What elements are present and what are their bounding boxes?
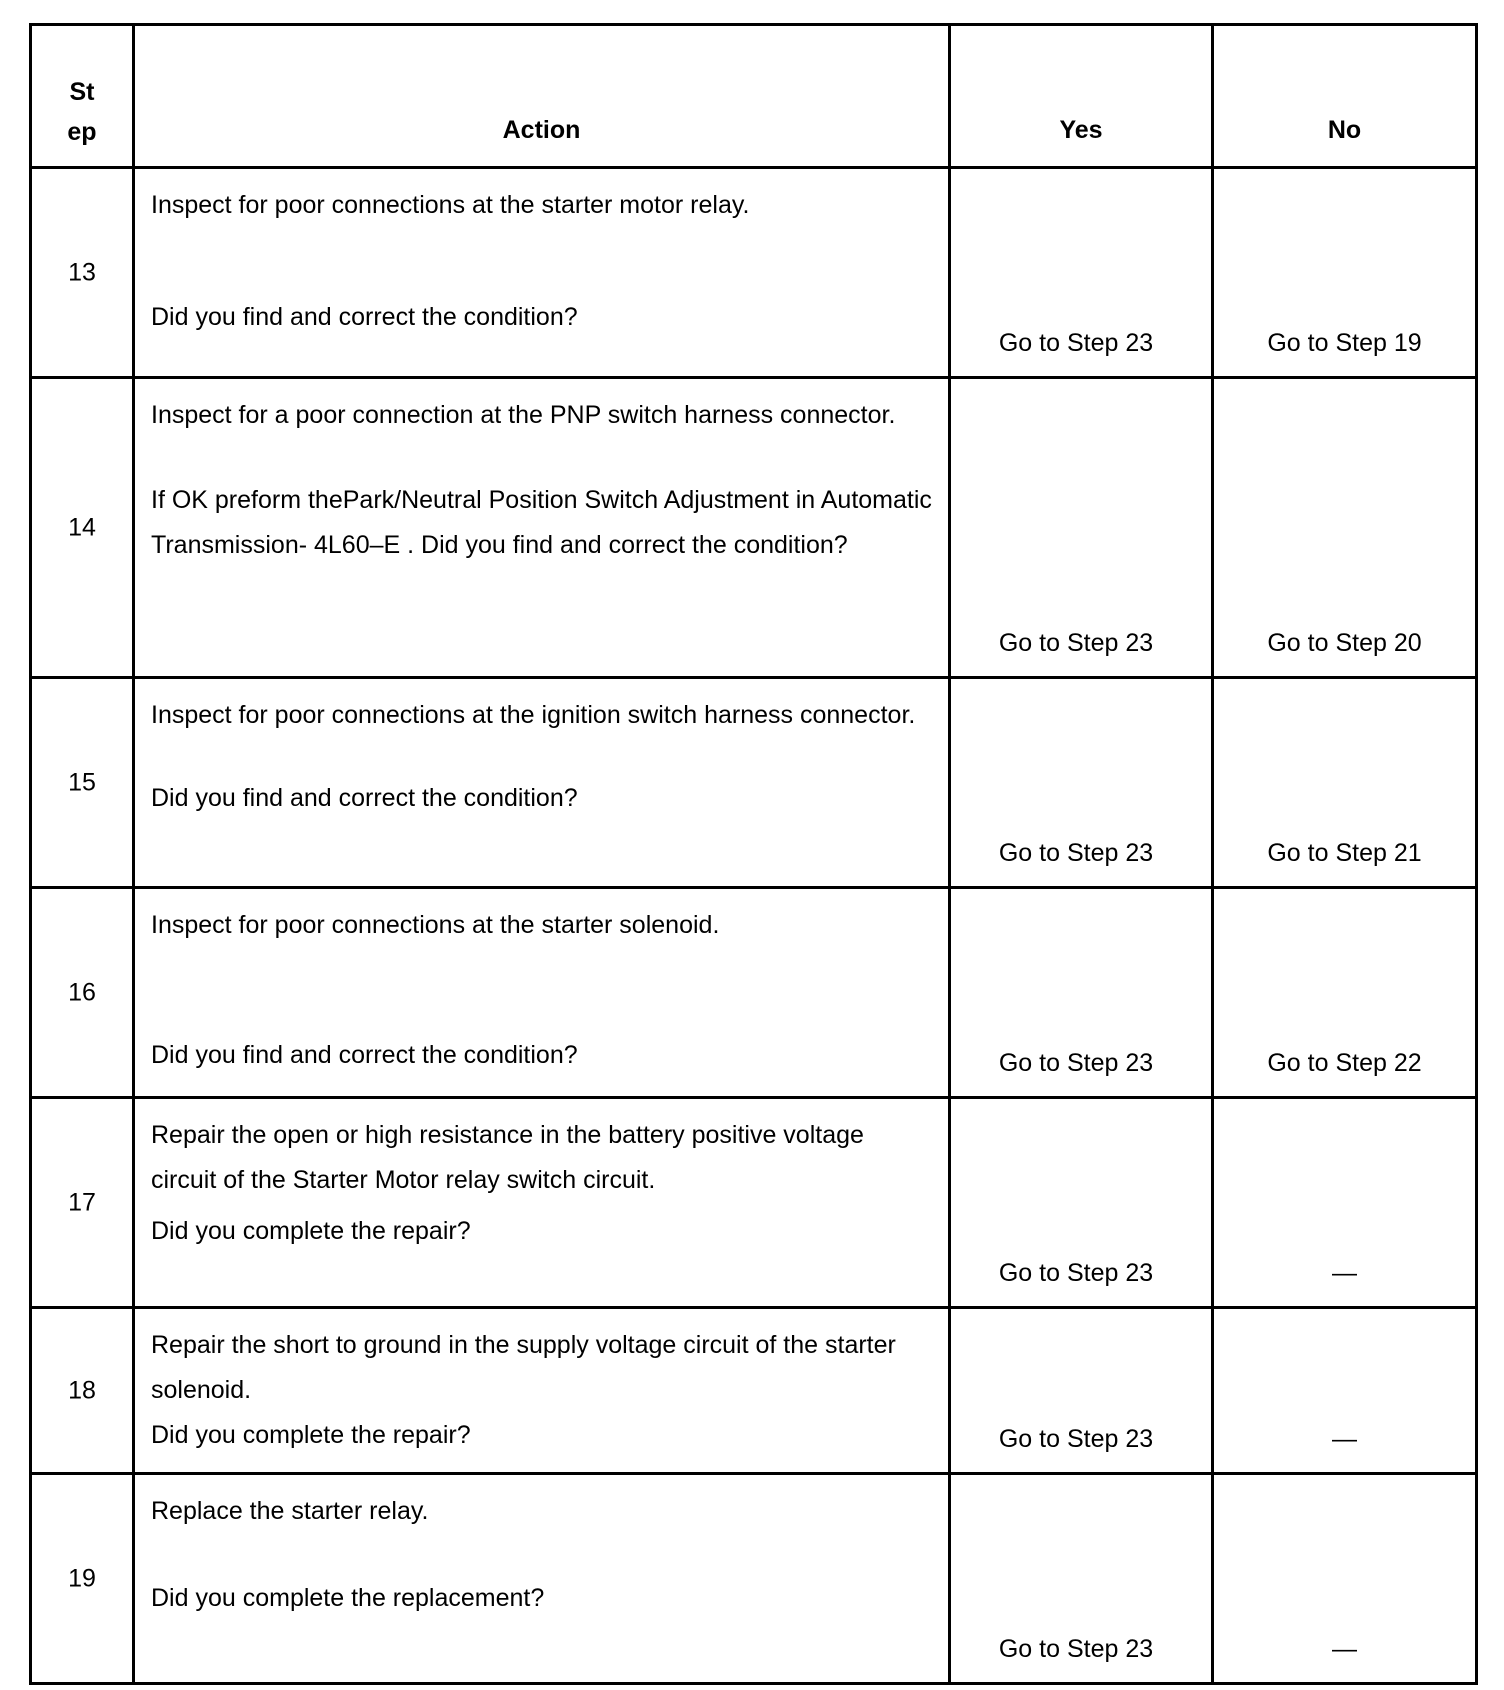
action-cell: [134, 678, 950, 888]
diagnostic-table: [29, 23, 1478, 1685]
no-result: Go to Step 22: [1267, 1049, 1422, 1077]
table-row: [31, 888, 1477, 1098]
no-result-dash: —: [1332, 1635, 1357, 1663]
no-cell: [1213, 678, 1477, 888]
step-number: 18: [68, 1376, 96, 1404]
action-instruction: Inspect for poor connections at the ignition switch harness connector.: [151, 701, 916, 729]
yes-result: Go to Step 23: [998, 629, 1154, 657]
action-instruction: Inspect for poor connections at the starter solenoid.: [151, 911, 720, 939]
action-cell: [134, 1308, 950, 1474]
table-row: [31, 168, 1477, 378]
action-instruction: Repair the open or high resistance in the battery positive voltage circuit of the Starter Motor relay switch circuit.: [151, 1121, 864, 1194]
step-cell: [31, 168, 134, 378]
header-yes: [950, 25, 1213, 168]
no-cell: [1213, 378, 1477, 678]
yes-cell: [950, 678, 1213, 888]
action-instruction: Inspect for a poor connection at the PNP switch harness connector.: [151, 401, 896, 429]
action-question: Did you find and correct the condition?: [151, 303, 578, 331]
header-row: [31, 25, 1477, 168]
action-question: Did you find and correct the condition?: [151, 1041, 578, 1069]
yes-cell: [950, 378, 1213, 678]
action-cell: [134, 378, 950, 678]
action-cell: [134, 1474, 950, 1684]
no-result: Go to Step 19: [1267, 329, 1422, 357]
step-number: 19: [68, 1564, 96, 1592]
yes-cell: [950, 1474, 1213, 1684]
action-cell: [134, 168, 950, 378]
step-cell: [31, 1098, 134, 1308]
no-cell: [1213, 888, 1477, 1098]
step-number: 13: [68, 258, 96, 286]
header-step: [31, 25, 134, 168]
yes-cell: [950, 1098, 1213, 1308]
no-cell: [1213, 1308, 1477, 1474]
step-cell: [31, 1474, 134, 1684]
action-question: Did you complete the replacement?: [151, 1584, 545, 1612]
header-step-label: St ep: [67, 78, 97, 146]
yes-result: Go to Step 23: [998, 839, 1154, 867]
action-cell: [134, 888, 950, 1098]
step-number: 15: [68, 768, 96, 796]
no-cell: [1213, 1098, 1477, 1308]
yes-cell: [950, 168, 1213, 378]
step-cell: [31, 888, 134, 1098]
yes-result: Go to Step 23: [998, 1049, 1154, 1077]
yes-cell: [950, 888, 1213, 1098]
step-number: 17: [68, 1188, 96, 1216]
action-instruction: Inspect for poor connections at the starter motor relay.: [151, 191, 750, 219]
table-row: [31, 678, 1477, 888]
header-no: [1213, 25, 1477, 168]
step-number: 16: [68, 978, 96, 1006]
action-question: Did you complete the repair?: [151, 1421, 471, 1449]
no-result: Go to Step 20: [1267, 629, 1422, 657]
yes-result: Go to Step 23: [998, 329, 1154, 357]
action-instruction: Replace the starter relay.: [151, 1497, 429, 1525]
no-result: Go to Step 21: [1267, 839, 1422, 867]
yes-cell: [950, 1308, 1213, 1474]
no-result-dash: —: [1332, 1259, 1357, 1287]
yes-result: Go to Step 23: [998, 1635, 1154, 1663]
step-cell: [31, 1308, 134, 1474]
table-row: [31, 1308, 1477, 1474]
table-row: [31, 1474, 1477, 1684]
table-row: [31, 378, 1477, 678]
action-question: If OK preform thePark/Neutral Position Switch Adjustment in Automatic Transmission- 4L60–E . Did you find and correct the condition?: [151, 486, 932, 559]
header-action: [134, 25, 950, 168]
header-no-label: No: [1327, 116, 1362, 144]
action-cell: [134, 1098, 950, 1308]
table-row: [31, 1098, 1477, 1308]
header-yes-label: Yes: [1059, 116, 1103, 144]
no-result-dash: —: [1332, 1425, 1357, 1453]
no-cell: [1213, 168, 1477, 378]
step-number: 14: [68, 513, 96, 541]
action-instruction: Repair the short to ground in the supply voltage circuit of the starter solenoid.: [151, 1331, 896, 1404]
yes-result: Go to Step 23: [998, 1425, 1154, 1453]
step-cell: [31, 378, 134, 678]
yes-result: Go to Step 23: [998, 1259, 1154, 1287]
header-action-label: Action: [502, 116, 581, 144]
action-question: Did you complete the repair?: [151, 1217, 471, 1245]
action-question: Did you find and correct the condition?: [151, 784, 578, 812]
no-cell: [1213, 1474, 1477, 1684]
step-cell: [31, 678, 134, 888]
